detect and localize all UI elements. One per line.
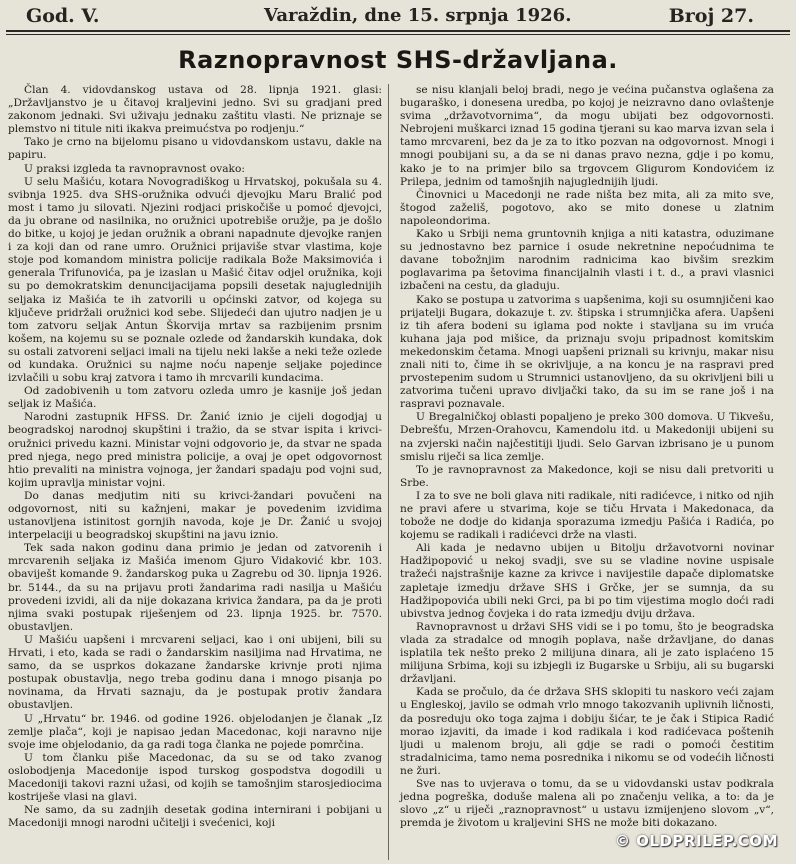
article-title: Raznopravnost SHS-državljana. (178, 46, 618, 74)
paragraph: se nisu klanjali beloj bradi, nego je većina pučanstva oglašena za bugaraško, i donesena uredba, po kojoj je neizravno dano ovlaštenje svima „državotvornima“, da mogu ubijati bez odgovornosti. Nebrojeni muškarci iznad 15 godina tjerani su kao marva izvan sela i tamo mrcvareni, bez da je za to itko pozvan na odgovornost. Mnogi i mnogi poubijani su, a da se ni danas pravo nezna, gdje i po komu, kako je to na primjer bilo sa trgovcem Gligurom Kondovićem iz Prilepa, jednim od tamošnjih najuglednijih ljudi. (400, 84, 774, 188)
paragraph: U Bregalničkoj oblasti popaljeno je preko 300 domova. U Tikvešu, Debrešťu, Mrzen-Orahovcu, Kamendolu itd. u Makedoniji ubijeni su na zvjerski način najčestitiji ljudi. Selo Garvan izbrisano je u punom smislu riječi sa lica zemlje. (400, 411, 774, 463)
paragraph: U Mašiću uapšeni i mrcvareni seljaci, kao i oni ubijeni, bili su Hrvati, i eto, kada se radi o žandarskim nasiljima nad Hrvatima, ne samo, da se usprkos dokazane žandarske krivnje proti njima postupak obustavlja, nego treba godinu dana i mnogo pisanja po novinama, da Hrvati saznaju, da je postupak protiv žandara obustavljen. (8, 633, 382, 712)
paragraph: To je ravnopravnost za Makedonce, koji se nisu dali pretvoriti u Srbe. (400, 463, 774, 489)
paragraph: Od zadobivenih u tom zatvoru ozleda umro je kasnije još jedan seljak iz Mašića. (8, 385, 382, 411)
paragraph: U „Hrvatu“ br. 1946. od godine 1926. objelodanjen je članak „Iz zemlje plača“, koji je napisao jedan Macedonac, koji naravno nije svoje ime objelodanio, da ga radi toga članka ne pojede pomrčina. (8, 712, 382, 751)
column-divider (388, 84, 389, 860)
watermark: © OLDPRILEP.COM (614, 832, 778, 850)
right-column (400, 84, 774, 830)
paragraph: Ali kada je nedavno ubijen u Bitolju državotvorni novinar Hadžipopović u nekoj svadji, sve su se vladine novine uspisale tražeći najstrašnije kazne za krivce i navijestile dapače diplomatske zapletaje izmedju države SHS i Grčke, jer se sumnja, da su Hadžipopovića ubili neki Grci, pa bi po tim vijestima moglo doći radi ubivstva jednog čovjeka i do rata izmedju dviju država. (400, 542, 774, 620)
paragraph: Kada se pročulo, da će država SHS sklopiti tu naskoro veći zajam u Engleskoj, javilo se odmah vrlo mnogo takozvanih uplivnih ličnosti, da posreduju oko toga zajma i dobiju šićar, te je čak i Stipica Radić morao izjaviti, da imade i kod radikala i kod radićevaca poštenih ljudi u malenom broju, ali gdje se radi o pomoći čestitim stradalnicima, tamo nema posrednika i nikomu se od vodećih ličnosti ne žuri. (400, 686, 774, 777)
paragraph: U tom članku piše Macedonac, da su se od tako zvanog oslobodjenja Macedonije ispod turskog gospodstva dogodili u Macedoniji takovi razni užasi, od kojih se tamošnjim starosjediocima kostriješe vlasi na glavi. (8, 751, 382, 804)
paragraph: Ravnopravnost u državi SHS vidi se i po tomu, što je beogradska vlada za stradalce od mnogih poplava, naše državljane, do danas isplatila tek nešto preko 2 milijuna dinara, ali je zato isplaćeno 15 milijuna Srbima, koji su izbjegli iz Bugarske u Srbiju, ali su bugarski državljani. (400, 620, 774, 686)
masthead (0, 0, 796, 30)
left-column (8, 84, 382, 830)
issue-number: Broj 27. (668, 5, 754, 27)
masthead-rule (6, 30, 790, 32)
masthead-rule-thin (6, 34, 790, 35)
year-label: God. V. (26, 5, 100, 27)
place-date: Varaždin, dne 15. srpnja 1926. (264, 5, 572, 26)
paragraph: Tako je crno na bijelomu pisano u vidovdanskom ustavu, dakle na papiru. (8, 136, 382, 162)
paragraph: Narodni zastupnik HFSS. Dr. Žanić iznio je cijeli dogodjaj u beogradskoj narodnoj skupštini i tražio, da se stvar ispita i krivci-oružnici privedu kazni. Ministar vojni odgovorio je, da stvar ne spada pred njega, nego pred ministra policije, a ovaj je opet odgovornost htio prevaliti na ministra vojnoga, jer žandari spadaju pod vojni sud, kojim upravlja ministar vojni. (8, 411, 382, 489)
paragraph: Sve nas to uvjerava o tomu, da se u vidovdanski ustav podkrala jedna pogreška, doduše malena ali po značenju velika, a to: da je slovo „z“ u riječi „raznopravnost“ u ustavu izmijenjeno slovom „v“, premda je životom u kraljevini SHS ne može biti dokazano. (400, 777, 774, 830)
paragraph: Do danas medjutim niti su krivci-žandari povučeni na odgovornost, niti su kažnjeni, makar je povedenim izvidima ustanovljena istinitost gornjih navoda, koje je Dr. Žanić u svojoj interpelaciji u beogradskoj skupštini na javu iznio. (8, 489, 382, 542)
paragraph: Ne samo, da su zadnjih desetak godina internirani i pobijani u Macedoniji mnogi narodni učitelji i svećenici, koji (8, 804, 382, 830)
paragraph: Činovnici u Macedonji ne rade ništa bez mita, ali za mito sve, štogod zaželiš, pogotovo, ako se mito donese u zlatnim napoleondorima. (400, 188, 774, 227)
paragraph: I za to sve ne boli glava niti radikale, niti radićevce, i nitko od njih ne pravi afere u stvarima, koje se tiču Hrvata i Makedonaca, da tobože ne dodje do kidanja sporazuma izmedju Pašića i Radića, po kojemu se radikali i radićevci drže na vlasti. (400, 489, 774, 542)
paragraph: U praksi izgleda ta ravnopravnost ovako: (24, 162, 245, 175)
paragraph: U selu Mašiću, kotara Novogradiškog u Hrvatskoj, pokušala su 4. svibnja 1925. dva SHS-oružnika odvući djevojku Maru Bralić pod most i tamo ju silovati. Njezini rodjaci priskočiše u pomoć djevojci, da ju obrane od nasilnika, no oružnici upotrebiše oružje, pa je došlo do bitke, u kojoj je jedan oružnik a obrani napadnute djevojke ranjen i za koji dan od rane umro. Oružnici prijaviše stvar vlastima, koje stoje pod komandom ministra policije radikala Bože Maksimovića i generala Trifunovića, pa je izaslan u Mašić čitav odjel oružnika, koji su po demokratskim denuncijacijama popsili desetak najuglednijih seljaka iz Mašića te ih zatvorili u općinski zatvor, od kojega su ključeve pridržali oružnici kod sebe. Slijedeći dan ujutro nadjen je u tom zatvoru seljak Antun Škorvija mrtav sa razbijenim prsnim košem, na kojemu su se poznale ozlede od žandarskih kundaka, dok su ostali zatvoreni seljaci imali na tijelu neki lakše a neki teže ozlede od kundaka. Oružnici su najme noću napenje seljake pojedince izvlačili u sobu kraj zatvora i tamo ih mrcvarili kundacima. (8, 175, 382, 385)
paragraph: Kako se postupa u zatvorima s uapšenima, koji su osumnjičeni kao prijatelji Bugara, dokazuje t. zv. štipska i strumnjička afera. Uapšeni iz tih afera bodeni su iglama pod nokte i stavljana su im vruća kuhana jaja pod mišice, da priznaju svoju pripadnost komitskim mekedonskim četama. Mnogi uapšeni priznali su krivnju, makar nisu znali niti to, čime ih se okrivljuje, a na koncu je na raspravi pred prvostepenim sudom u Strumnici ustanovljeno, da su okrivljeni bili u zatvorima tučeni upravo divljački tako, da su im se rane još i na raspravi poznavale. (400, 293, 774, 411)
paragraph: Kako u Srbiji nema gruntovnih knjiga a niti katastra, oduzimane su jednostavno bez parnice i osude nekretnine nepoćudnima te davane tobožnjim narodnim radnicima kao bivšim srezkim poglavarima pa šetovima financijalnih vlasti i t. d., a pravi vlasnici izbačeni na cestu, da gladuju. (400, 228, 774, 293)
paragraph: Tek sada nakon godinu dana primio je jedan od zatvorenih i mrcvarenih seljaka iz Mašića imenom Gjuro Vidaković kbr. 103. obaviješt komande 9. žandarskog puka u Zagrebu od 30. lipnja 1926. br. 5144., da su na prijavu proti žandarima radi nasilja u Mašiću provedeni izvidi, ali da nije dokazana krivica žandara, pa da je proti njima svaki postupak riješenjem od 23. lipnja 1925. br. 7570. obustavljen. (8, 542, 382, 633)
paragraph: Član 4. vidovdanskog ustava od 28. lipnja 1921. glasi: „Državljanstvo je u čitavoj kraljevini jedno. Svi su gradjani pred zakonom jednaki. Svi uživaju jednaku zaštitu vlasti. Ne priznaje se plemstvo ni titule niti ikakva preimućstva po rodjenju.“ (8, 84, 382, 136)
